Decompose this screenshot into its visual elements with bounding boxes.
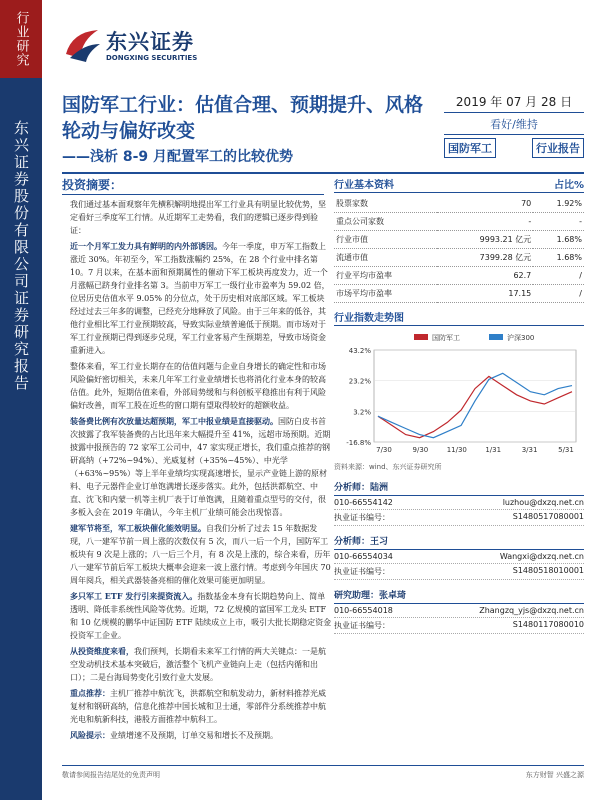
paragraph-text: 主机厂推荐中航沈飞，洪都航空和航发动力，新材料推荐光威复材和钢研高纳，信息化推荐中国长城和卫士通，零部件分系统推荐中航光电和航新科技，港股方面推荐中航科工。 (70, 689, 326, 724)
analyst-email[interactable]: Wangxi@dxzq.net.cn (499, 552, 584, 561)
report-date: 2019 年 07 月 28 日 (444, 93, 584, 113)
analyst-name-text: 张卓琦 (379, 591, 407, 601)
legend-label: 沪深300 (507, 334, 535, 342)
footer-disclaimer: 敬请参阅报告结尾处的免责声明 (62, 771, 160, 779)
analyst-contact-row (334, 604, 584, 618)
report-meta (444, 93, 584, 158)
table-cell-pct: 1.68% (533, 249, 584, 267)
table-cell-value: 17.15 (437, 285, 533, 303)
analyst-email[interactable]: Zhangzq_yjs@dxzq.net.cn (479, 606, 584, 615)
table-cell-pct: / (533, 267, 584, 285)
abstract-paragraph (70, 360, 332, 412)
analyst-card (334, 532, 584, 580)
right-column (334, 176, 584, 634)
paragraph-text: 我们预判，长期看未来军工行情的两大关键点：一是航空发动机技术基本突破后，激活整个飞机产业链向上走（包括内循和出口）；二是台海局势变化引致行业大发展。 (70, 647, 326, 682)
analyst-cert-label: 执业证书编号： (334, 513, 390, 522)
legend-swatch (489, 334, 503, 340)
table-cell-value: - (437, 213, 533, 231)
analyst-list (334, 478, 584, 634)
y-tick-label: 43.2% (348, 347, 371, 355)
analyst-cert-number: S1480517080001 (512, 512, 584, 521)
industry-table-title: 行业基本资料 (334, 180, 394, 191)
analyst-name (334, 478, 584, 496)
table-cell-value: 9993.21 亿元 (437, 231, 533, 249)
abstract-paragraph (70, 729, 332, 742)
logo-icon (62, 24, 102, 64)
paragraph-lead: 重点推荐： (70, 688, 110, 698)
tag-type: 行业报告 (532, 138, 584, 158)
x-tick-label: 7/30 (376, 446, 392, 454)
table-cell-pct: 1.68% (533, 231, 584, 249)
chart-title: 行业指数走势图 (334, 313, 404, 324)
series-line-1 (378, 373, 572, 437)
industry-table (334, 195, 584, 303)
analyst-phone: 010-66554018 (334, 606, 393, 615)
paragraph-text: 今年一季度，申万军工指数上涨近 30%。年初至今，军工指数涨幅约 25%，在 28 个行业中排名第 10。7 月以来，在基本面和预期属性的催动下军工板块再度发力，近一个月涨幅已跻身行业排名第 3。当前申万军工一级行业市盈率为 59.02 倍，位居历史估值水平 9.05% 的分位点，处于历史相对底部区域。军工板块经过过去三年多的调整，已经充分地释放了风险。由于三年来的低谷，其他行业相比军工行业预期较高，导致实际业绩普遍低于预期。而市场对于军工行业预期已得到逐步兑现，军工行业客易产生预期差，导致市场资金重新进入。 (70, 242, 330, 355)
report-subtitle: ——浅析 8-9 月配置军工的比较优势 (62, 149, 294, 165)
analyst-email[interactable]: luzhou@dxzq.net.cn (502, 498, 584, 507)
index-chart (334, 330, 584, 460)
table-cell-value: 62.7 (437, 267, 533, 285)
analyst-name-text: 陆洲 (370, 483, 389, 493)
analyst-cert-label: 执业证书编号： (334, 567, 390, 576)
legend-label: 国防军工 (432, 334, 460, 342)
footer-divider (62, 765, 584, 766)
analyst-phone: 010-66554034 (334, 552, 393, 561)
table-cell-label: 行业平均市盈率 (334, 267, 437, 285)
table-cell-value: 70 (437, 195, 533, 213)
analyst-cert-row (334, 618, 584, 634)
paragraph-text: 国防白皮书首次披露了我军装备费的占比迅年来大幅提升至 41%，远超市场预期。近期披露中报预告的 72 家军工公司中，47 家实现正增长，我们重点推荐的钢研高纳（+72%~94%）、光威复材（+35%~45%）、中光学（+63%~95%）等上半年业绩均实现高速增长，显示产业链上游的原材料、电子元器件企业订单饱满增长逐步落实。此外，包括洪都航空、中直、沈飞和内蒙一机等主机厂表于订单饱满，且随着重点型号的交付，很多板入会在 2019 年确认，今年主机厂业绩可能会出现惊喜。 (70, 417, 331, 517)
report-title: 国防军工行业：估值合理、预期提升、风格轮动与偏好改变 (62, 94, 424, 142)
paragraph-text: 自我们分析了过去 15 年数据发现，八一建军节前一周上涨的次数仅有 5 次，而八一后一个月，国防军工板块有 9 次是上涨的；八一后三个月，有 8 次是上涨的，综合来看，历年八一建军节前后军工板块大概率会迎来一波上涨行情。考虑到今年国庆 70 周年阅兵，相关武器装备亮相的催化效果可能更加明显。 (70, 524, 331, 585)
industry-table-heading (334, 176, 584, 193)
table-cell-label: 行业市值 (334, 231, 437, 249)
abstract-paragraph (70, 198, 332, 237)
legend-swatch (414, 334, 428, 340)
paragraph-text: 整体来看，军工行业长期存在的估值问题与企业自身增长的确定性和市场风险偏好密切相关，未来几年军工行业业绩增长也将消化行业本身的较高估值。此外，短期估值来看，外部局势缓和与科创板平稳推出有利于风险偏好改善，而军工股在近些的窗口期有望取得较好的超额收益。 (70, 362, 326, 410)
paragraph-lead: 建军节将至，军工板块催化能效明显。 (70, 523, 206, 533)
analyst-name (334, 532, 584, 550)
analyst-card (334, 478, 584, 526)
abstract-paragraph (70, 645, 332, 684)
paragraph-lead: 从投资维度来看， (70, 646, 134, 656)
y-tick-label: 3.2% (353, 408, 371, 417)
table-cell-pct: - (533, 213, 584, 231)
tags (444, 138, 584, 158)
abstract-divider (62, 194, 324, 195)
analyst-cert-number: S1480117080010 (512, 620, 584, 629)
x-tick-label: 11/30 (446, 446, 467, 454)
analyst-role: 分析师： (334, 537, 371, 547)
paragraph-lead: 装备费比例有次放量达超预期，军工中报业绩是直接驱动。 (70, 416, 278, 426)
logo-cn: 东兴证券 (106, 30, 194, 54)
abstract-paragraph (70, 687, 332, 726)
table-row (334, 195, 584, 213)
table-cell-pct: 1.92% (533, 195, 584, 213)
analyst-name (334, 586, 584, 604)
analyst-cert-row (334, 510, 584, 526)
table-row (334, 231, 584, 249)
abstract-paragraph (70, 590, 332, 642)
x-tick-label: 9/30 (412, 446, 429, 454)
table-row (334, 267, 584, 285)
table-row (334, 249, 584, 267)
analyst-cert-number: S1480518010001 (512, 566, 584, 575)
table-cell-label: 市场平均市盈率 (334, 285, 437, 303)
x-tick-label: 1/31 (485, 446, 502, 454)
analyst-phone: 010-66554142 (334, 498, 393, 507)
report-category: 行业研究 (0, 0, 42, 78)
table-row (334, 213, 584, 231)
abstract-paragraph (70, 240, 332, 357)
paragraph-lead: 风险提示： (70, 730, 110, 740)
table-cell-label: 股票家数 (334, 195, 437, 213)
sidebar (0, 0, 42, 800)
table-cell-pct: / (533, 285, 584, 303)
abstract-paragraph (70, 415, 332, 519)
title-divider (62, 172, 584, 174)
y-tick-label: -16.8% (346, 439, 371, 447)
abstract-body (70, 198, 332, 745)
industry-table-pct-header: 占比% (553, 180, 584, 191)
abstract-heading: 投资摘要： (62, 178, 123, 192)
index-chart-svg (334, 330, 584, 460)
table-cell-label: 流通市值 (334, 249, 437, 267)
paragraph-text: 我们通过基本面观察年先横积解明地提出军工行业具有明显比较优势，坚定看好三季度军工行情。从近期军工走势看，我们的逻辑已逐步得到验证： (70, 200, 326, 235)
company-logo (62, 24, 222, 70)
analyst-role: 分析师： (334, 483, 371, 493)
tag-industry: 国防军工 (444, 138, 496, 158)
paragraph-lead: 近一个月军工发力具有鲜明的内外部诱因。 (70, 241, 222, 251)
footer-slogan: 东方财智 兴盛之源 (525, 771, 584, 779)
analyst-contact-row (334, 550, 584, 564)
x-tick-label: 5/31 (558, 446, 574, 454)
chart-source: 资料来源：wind、东兴证券研究所 (334, 463, 442, 471)
rating: 看好/维持 (444, 116, 584, 135)
analyst-name-text: 王习 (370, 537, 389, 547)
table-cell-label: 重点公司家数 (334, 213, 437, 231)
analyst-contact-row (334, 496, 584, 510)
x-tick-label: 3/31 (521, 446, 538, 454)
organization-name: 东兴证券股份有限公司证券研究报告 (12, 120, 30, 392)
paragraph-text: 指数基金本身有长期趋势向上、简单透明、降低非系统性风险等优势。近期，72 亿规模的富国军工龙头 ETF 和 10 亿规模的鹏华中证国防 ETF 陆续成立上市，吸引大批长期稳定资金投资军工企业。 (70, 592, 332, 640)
table-row (334, 285, 584, 303)
analyst-role: 研究助理： (334, 591, 380, 601)
logo-en: DONGXING SECURITIES (106, 54, 198, 62)
analyst-card (334, 586, 584, 634)
paragraph-text: 业绩增速不及预期，订单交易和增长不及预期。 (110, 731, 278, 740)
abstract-paragraph (70, 522, 332, 587)
table-cell-value: 7399.28 亿元 (437, 249, 533, 267)
analyst-cert-label: 执业证书编号： (334, 621, 390, 630)
paragraph-lead: 多只军工 ETF 发行引来提资流入。 (70, 591, 198, 601)
y-tick-label: 23.2% (348, 377, 371, 386)
analyst-cert-row (334, 564, 584, 580)
chart-heading (334, 309, 584, 326)
